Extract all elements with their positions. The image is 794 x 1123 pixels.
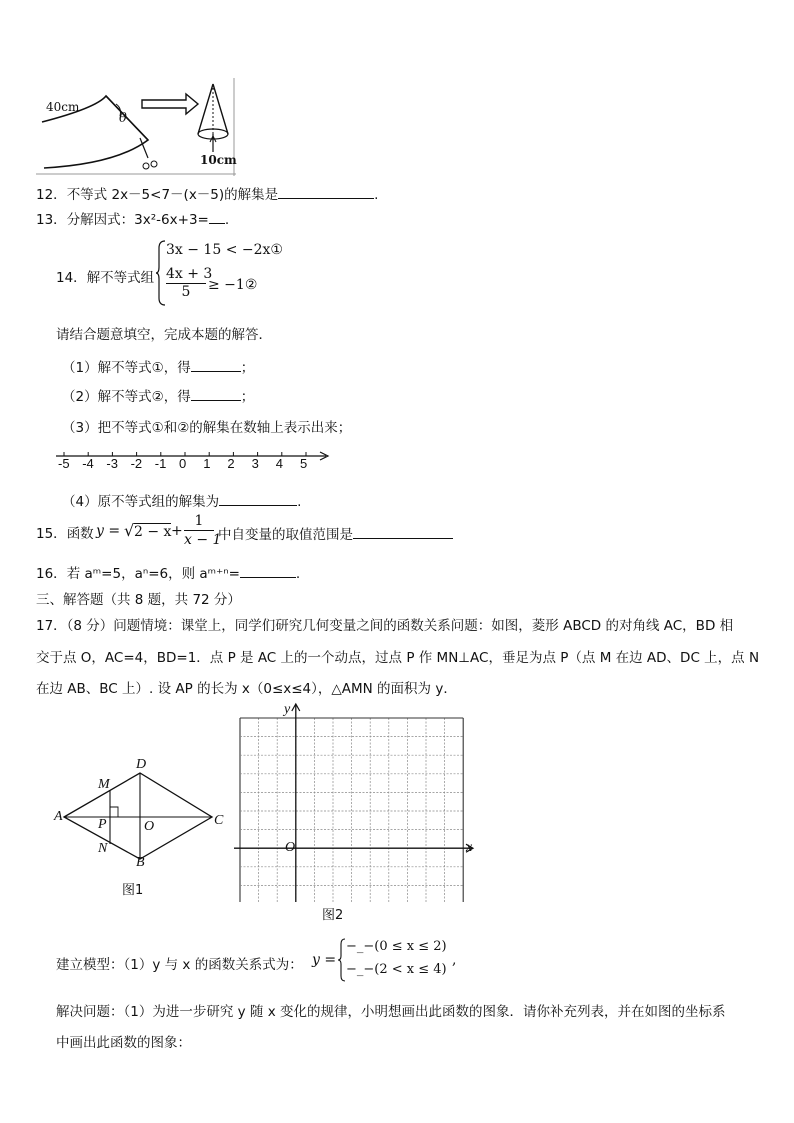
sector-angle-label: θ xyxy=(119,111,127,126)
number-line-label: 5 xyxy=(300,456,308,471)
q17-piece-2[interactable]: −_−(2 < x ≤ 4) xyxy=(346,962,447,977)
q14-step2-blank[interactable] xyxy=(191,386,241,401)
number-line-label: 4 xyxy=(275,456,284,471)
q14-step1-blank[interactable] xyxy=(191,357,241,372)
q17-model-brace xyxy=(338,938,346,986)
q17-model-label: 建立模型：（1）y 与 x 的函数关系式为： xyxy=(56,957,303,973)
q15-answer-blank[interactable] xyxy=(353,524,453,539)
q17-solve-line-1: 解决问题：（1）为进一步研究 y 随 x 变化的规律，小明想画出此函数的图象．请你补充列表，并在如图的坐标系 xyxy=(56,1004,726,1020)
q15-frac-numerator: 1 xyxy=(184,512,214,531)
number-line-label: 0 xyxy=(179,456,187,471)
q17-line-1: 17．（8 分）问题情境：课堂上，同学们研究几何变量之间的函数关系问题：如图，菱形 ABCD 的对角线 AC，BD 相 xyxy=(36,618,734,634)
q14-step4-blank[interactable] xyxy=(219,491,297,506)
coordinate-grid[interactable] xyxy=(232,702,482,902)
q15-sqrt-body: 2 − x xyxy=(134,524,172,540)
q13-answer-blank[interactable] xyxy=(209,209,225,224)
q14-header xyxy=(56,266,154,286)
q15-fraction xyxy=(184,512,222,549)
figure-1-caption: 图1 xyxy=(122,883,144,898)
grid-y-label: y xyxy=(284,702,291,717)
q16-answer-blank[interactable] xyxy=(240,563,296,578)
q12-number: 12． xyxy=(36,187,67,203)
question-12 xyxy=(36,183,378,203)
q14-step-2 xyxy=(62,385,254,405)
number-line-label: -1 xyxy=(154,456,167,471)
q14-step4-text: （4）原不等式组的解集为 xyxy=(62,494,220,510)
q15-suffix-text: 中自变量的取值范围是 xyxy=(218,527,353,543)
q17-model-comma: , xyxy=(452,952,457,968)
q14-ineq2-numerator: 4x + 3 xyxy=(166,266,213,282)
q13-end: . xyxy=(224,212,230,228)
q14-step4-period: . xyxy=(297,494,302,510)
number-line-label: -5 xyxy=(58,456,70,471)
figure-1-rhombus xyxy=(52,755,232,898)
q14-step1-semicolon: ； xyxy=(240,360,255,376)
q15-prefix: 函数 xyxy=(66,526,94,542)
section-3-title: 三、解答题（共 8 题，共 72 分） xyxy=(36,592,241,608)
number-line-label: 3 xyxy=(251,456,259,471)
sector-radius-label: 40cm xyxy=(46,100,80,114)
q14-intro: 解不等式组 xyxy=(86,270,155,286)
q17-line-2: 交于点 O，AC=4，BD=1．点 P 是 AC 上的一个动点，过点 P 作 MN⊥AC，垂足为点 P（点 M 在边 AD、DC 上，点 N xyxy=(36,650,760,666)
label-A: A xyxy=(54,809,63,824)
grid-origin-label: O xyxy=(285,840,296,855)
label-D: D xyxy=(136,757,147,772)
number-line-label: 2 xyxy=(227,456,235,471)
question-15 xyxy=(36,522,94,542)
q14-inequality-2-rest: ≥ −1② xyxy=(208,277,258,293)
q14-step-4 xyxy=(62,490,301,510)
q14-step2-text: （2）解不等式②，得 xyxy=(62,389,191,405)
q12-end: . xyxy=(374,187,379,203)
q15-number: 15． xyxy=(36,526,67,542)
label-M: M xyxy=(98,777,110,792)
number-line-label: 1 xyxy=(203,456,211,471)
q16-end: . xyxy=(295,566,301,582)
q17-solve-line-2: 中画出此函数的图象： xyxy=(56,1035,191,1051)
label-P: P xyxy=(98,817,107,832)
q15-suffix xyxy=(218,523,453,543)
label-O: O xyxy=(144,819,155,834)
rhombus-outline xyxy=(64,773,212,859)
q16-number: 16． xyxy=(36,566,67,582)
question-13 xyxy=(36,208,229,228)
q14-inequality-2-fraction xyxy=(166,266,213,301)
label-C: C xyxy=(214,813,224,828)
q14-number: 14． xyxy=(56,270,87,286)
q14-step1-text: （1）解不等式①，得 xyxy=(62,360,191,376)
q17-piece-1[interactable]: −_−(0 ≤ x ≤ 2) xyxy=(346,939,447,954)
label-N: N xyxy=(98,841,108,856)
figure-2-grid[interactable] xyxy=(232,702,482,932)
q17-line-3: 在边 AB、BC 上）. 设 AP 的长为 x（0≤x≤4），△AMN 的面积为 y． xyxy=(36,681,457,697)
q13-number: 13． xyxy=(36,212,67,228)
q15-sqrt-symbol: √ xyxy=(124,521,135,540)
number-line[interactable] xyxy=(56,444,336,474)
q13-text: 分解因式：3x²-6x+3= xyxy=(66,212,209,228)
q17-model-y: y = xyxy=(312,952,337,968)
label-B: B xyxy=(136,855,145,870)
q16-text: 若 aᵐ=5，aⁿ=6，则 aᵐ⁺ⁿ= xyxy=(66,566,240,582)
number-line-label: -4 xyxy=(82,456,94,471)
q12-text: 不等式 2x－5<7－(x－5)的解集是 xyxy=(66,187,279,203)
cone-base-label: 10cm xyxy=(200,153,237,167)
q14-step2-semicolon: ； xyxy=(240,389,255,405)
number-line-label: -2 xyxy=(130,456,143,471)
q14-ineq2-denominator: 5 xyxy=(181,284,191,300)
q14-instruction: 请结合题意填空，完成本题的解答． xyxy=(56,327,272,343)
q14-system-brace xyxy=(156,240,166,310)
sector-cone-figure xyxy=(36,78,236,176)
figure-2-caption: 图2 xyxy=(322,908,344,923)
q15-plus: + xyxy=(171,523,183,539)
right-angle-mark xyxy=(110,807,118,817)
q15-frac-denominator: x − 1 xyxy=(184,532,222,548)
grid-x-label: x xyxy=(466,840,473,855)
q15-y-eq: y = xyxy=(96,523,121,539)
question-16 xyxy=(36,562,300,582)
number-line-label: -3 xyxy=(106,456,118,471)
q12-answer-blank[interactable] xyxy=(278,184,374,199)
q14-inequality-1: 3x − 15 < −2x① xyxy=(166,242,283,258)
q14-step-3: （3）把不等式①和②的解集在数轴上表示出来； xyxy=(62,420,352,436)
q14-step-1 xyxy=(62,356,254,376)
